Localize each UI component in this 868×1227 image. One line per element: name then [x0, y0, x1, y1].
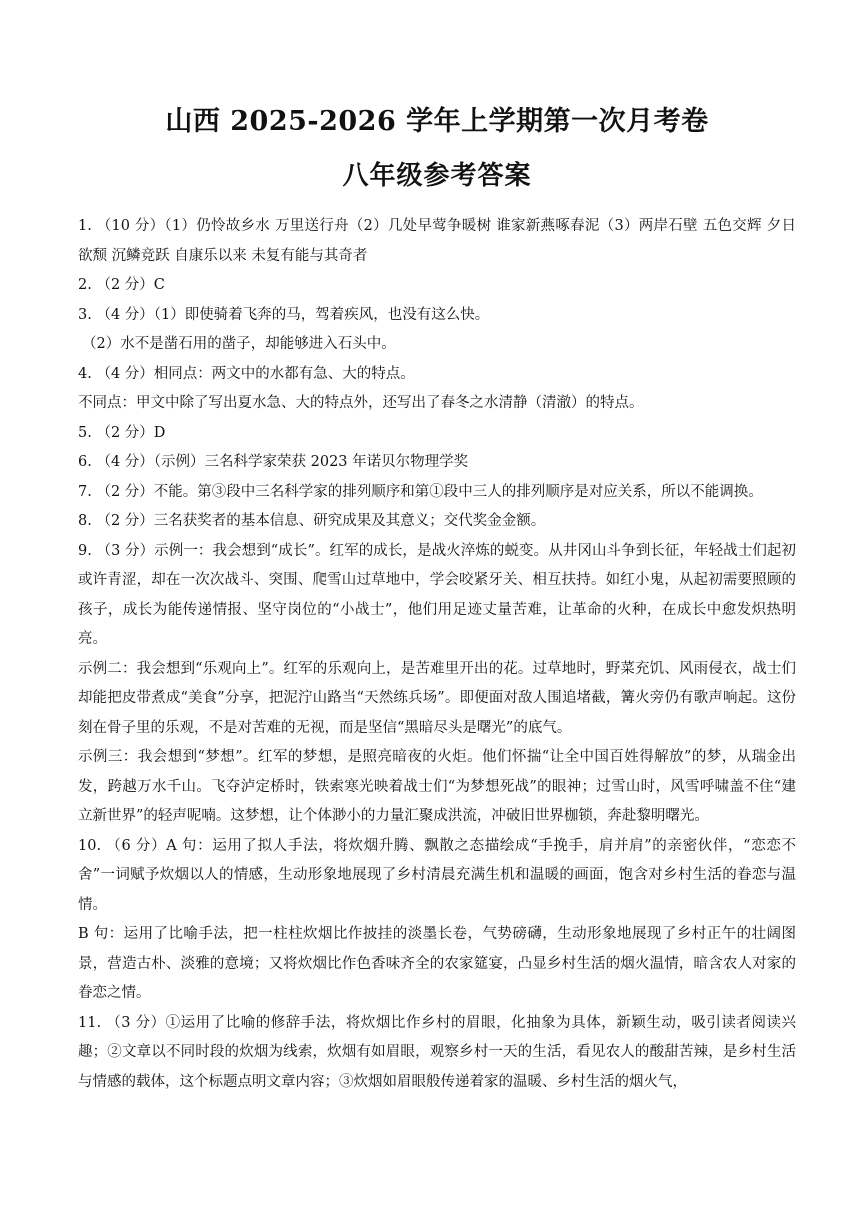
answer-5: 5. （2 分）D [78, 424, 166, 441]
answer-3: 3. （4 分）（1）即使骑着飞奔的马，驾着疾风，也没有这么快。 [78, 306, 490, 323]
answer-4-difference: 不同点：甲文中除了写出夏水急、大的特点外，还写出了春冬之水清静（清澈）的特点。 [78, 395, 644, 411]
answer-10-b: B 句：运用了比喻手法，把一柱柱炊烟比作披挂的淡墨长卷，气势磅礴，生动形象地展现了乡村正午的壮阔图景，营造古朴、淡雅的意境；又将炊烟比作色香味齐全的农家筵宴，凸显乡村生活的烟火温情，暗含农人对家的眷恋之情。 [78, 926, 796, 1001]
answer-1: 1. （10 分）（1）仍怜故乡水 万里送行舟（2）几处早莺争暖树 谁家新燕啄春泥（3）两岸石壁 五色交辉 夕日欲颓 沉鳞竞跃 自康乐以来 未复有能与其奇者 [78, 218, 796, 264]
answer-9-example-1: 9. （3 分）示例一：我会想到“成长”。红军的成长，是战火淬炼的蜕变。从井冈山斗争到长征，年轻战士们起初或许青涩，却在一次次战斗、突围、爬雪山过草地中，学会咬紧牙关、相互扶持。如红小鬼，从起初需要照顾的孩子，成长为能传递情报、坚守岗位的“小战士”，他们用足迹丈量苦难，让革命的火种，在成长中愈发炽热明亮。 [78, 542, 796, 647]
answer-8: 8. （2 分）三名获奖者的基本信息、研究成果及其意义；交代奖金金额。 [78, 513, 546, 529]
answer-4: 4. （4 分）相同点：两文中的水都有急、大的特点。 [78, 365, 415, 382]
answer-list [78, 212, 796, 1097]
answer-10-a: 10. （6 分）A 句：运用了拟人手法，将炊烟升腾、飘散之态描绘成“手挽手，肩并肩”的亲密伙伴，“恋恋不舍”一词赋予炊烟以人的情感，生动形象地展现了乡村清晨充满生机和温暖的画面，饱含对乡村生活的眷恋与温情。 [78, 837, 796, 913]
answer-11: 11. （3 分）①运用了比喻的修辞手法，将炊烟比作乡村的眉眼，化抽象为具体，新颖生动，吸引读者阅读兴趣；②文章以不同时段的炊烟为线索，炊烟有如眉眼，观察乡村一天的生活，看见农人的酸甜苦辣，是乡村生活与情感的载体，这个标题点明文章内容；③炊烟如眉眼般传递着家的温暖、乡村生活的烟火气， [78, 1014, 796, 1090]
answer-9-example-2: 示例二：我会想到“乐观向上”。红军的乐观向上，是苦难里开出的花。过草地时，野菜充饥、风雨侵衣，战士们却能把皮带煮成“美食”分享，把泥泞山路当“天然练兵场”。即便面对敌人围追堵截，篝火旁仍有歌声响起。这份刻在骨子里的乐观，不是对苦难的无视，而是坚信“黑暗尽头是曙光”的底气。 [78, 660, 796, 736]
document-title: 山西 2025-2026 学年上学期第一次月考卷 [165, 106, 709, 137]
answer-2: 2. （2 分）C [78, 277, 165, 293]
document-subtitle: 八年级参考答案 [342, 161, 532, 191]
answer-3-part-2: （2）水不是凿石用的凿子，却能够进入石头中。 [82, 336, 396, 352]
answer-7: 7. （2 分）不能。第③段中三名科学家的排列顺序和第①段中三人的排列顺序是对应关系，所以不能调换。 [78, 483, 763, 500]
answer-9-example-3: 示例三：我会想到“梦想”。红军的梦想，是照亮暗夜的火炬。他们怀揣“让全中国百姓得解放”的梦，从瑞金出发，跨越万水千山。飞夺泸定桥时，铁索寒光映着战士们“为梦想死战”的眼神；过雪山时，风雪呼啸盖不住“建立新世界”的轻声呢喃。这梦想，让个体渺小的力量汇聚成洪流，冲破旧世界枷锁，奔赴黎明曙光。 [78, 749, 796, 824]
answer-6: 6. （4 分）（示例）三名科学家荣获 2023 年诺贝尔物理学奖 [78, 454, 469, 470]
